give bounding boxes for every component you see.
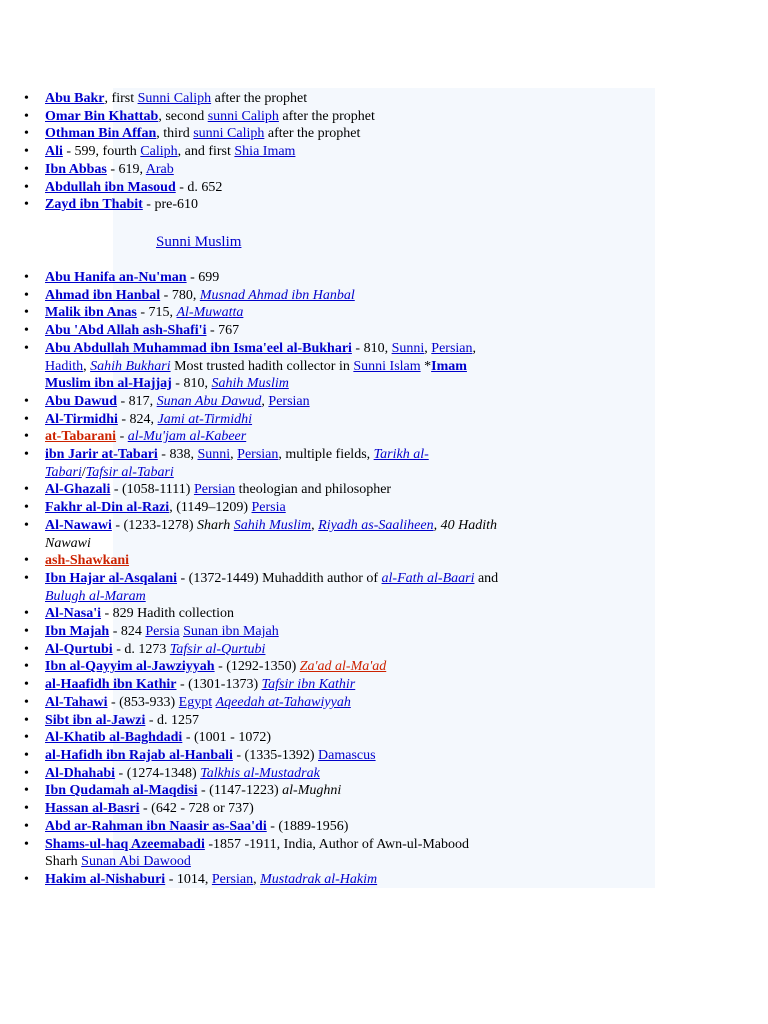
- bullet-icon: •: [24, 91, 29, 106]
- list-item: [0, 782, 500, 800]
- item-text: - d. 1257: [145, 712, 200, 728]
- list-item: [0, 143, 500, 161]
- bullet-icon: •: [24, 429, 29, 445]
- item-text: , 40 Hadith Nawawi: [45, 517, 498, 551]
- item-text: ,: [230, 447, 238, 463]
- item-text: - (642 - 728 or 737): [139, 801, 254, 817]
- item-text: - (1058-1111): [110, 482, 194, 498]
- list-item: [0, 570, 500, 605]
- topic-link[interactable]: Shia Imam: [234, 144, 296, 160]
- bullet-icon: •: [24, 447, 29, 463]
- item-text: , multiple fields,: [278, 447, 374, 463]
- bullet-icon: •: [24, 323, 29, 339]
- topic-link[interactable]: Persian: [193, 482, 236, 498]
- bullet-icon: •: [24, 144, 29, 160]
- list-item: [0, 108, 500, 126]
- topic-link[interactable]: Persian: [431, 340, 473, 356]
- person-link[interactable]: al-Haafidh ibn Kathir: [45, 677, 177, 693]
- person-link[interactable]: Abu Hanifa an-Nu'man: [45, 270, 187, 285]
- list-item: [0, 446, 500, 481]
- person-link[interactable]: Ibn Majah: [45, 624, 110, 640]
- person-link[interactable]: Fakhr al-Din al-Razi: [45, 500, 170, 516]
- item-text: Sharh: [197, 517, 234, 533]
- topic-link[interactable]: Persian: [237, 447, 279, 463]
- work-link[interactable]: Bulugh al-Maram: [45, 588, 146, 604]
- person-link[interactable]: Al-Ghazali: [45, 482, 111, 498]
- item-text: , first: [104, 91, 138, 106]
- item-text: al-Mughni: [282, 783, 342, 799]
- topic-link[interactable]: sunni Caliph: [207, 108, 279, 124]
- list-item: [0, 747, 500, 765]
- person-link[interactable]: Imam Muslim ibn al-Hajjaj: [45, 358, 467, 392]
- person-link[interactable]: Ibn Hajar al-Asqalani: [45, 570, 177, 586]
- item-text: after the prophet: [278, 108, 375, 124]
- person-link[interactable]: al-Hafidh ibn Rajab al-Hanbali: [45, 747, 233, 763]
- item-text: - 599, fourth: [62, 144, 141, 160]
- scholars-list: [0, 269, 500, 889]
- bullet-icon: •: [24, 694, 29, 710]
- topic-link[interactable]: Persia: [145, 624, 180, 640]
- bullet-icon: •: [24, 659, 29, 675]
- item-text: ,: [472, 340, 476, 356]
- item-text: - 838,: [157, 447, 198, 463]
- person-link[interactable]: ibn Jarir at-Tabari: [45, 447, 158, 463]
- person-link[interactable]: Al-Tirmidhi: [45, 411, 118, 427]
- bullet-icon: •: [24, 730, 29, 746]
- item-text: - 1014,: [165, 871, 212, 887]
- work-link[interactable]: al-Fath al-Baari: [381, 570, 475, 586]
- bullet-icon: •: [24, 305, 29, 321]
- topic-link[interactable]: Sunni: [197, 447, 231, 463]
- bullet-icon: •: [24, 270, 29, 285]
- list-item: [0, 694, 500, 712]
- bullet-icon: •: [24, 677, 29, 693]
- work-link[interactable]: Tafsir ibn Kathir: [261, 677, 356, 693]
- list-item: [0, 304, 500, 322]
- work-link[interactable]: Riyadh as-Saaliheen: [318, 517, 434, 533]
- work-link-missing[interactable]: Za'ad al-Ma'ad: [299, 659, 387, 675]
- person-link[interactable]: Abu Dawud: [45, 393, 117, 409]
- work-link[interactable]: Al-Muwatta: [176, 305, 244, 321]
- person-link[interactable]: Shams-ul-haq Azeemabadi: [45, 836, 205, 852]
- topic-link[interactable]: Sunan ibn Majah: [183, 624, 279, 640]
- person-link[interactable]: Abd ar-Rahman ibn Naasir as-Saa'di: [45, 818, 267, 834]
- item-text: ,: [83, 358, 91, 374]
- list-item: [0, 552, 500, 570]
- bullet-icon: •: [24, 179, 29, 195]
- topic-link[interactable]: Persian: [211, 871, 254, 887]
- list-item: [0, 658, 500, 676]
- person-link[interactable]: Al-Nasa'i: [45, 606, 101, 622]
- bullet-icon: •: [24, 553, 29, 569]
- bullet-icon: •: [24, 783, 29, 799]
- topic-link[interactable]: Sunni Caliph: [137, 91, 212, 106]
- work-link[interactable]: Tafsir al-Qurtubi: [169, 641, 266, 657]
- bullet-icon: •: [24, 517, 29, 533]
- item-text: - (1001 - 1072): [182, 730, 271, 746]
- bullet-icon: •: [24, 818, 29, 834]
- work-link[interactable]: Tarikh al-Tabari: [45, 447, 429, 480]
- section-heading-sunni-muslim[interactable]: Sunni Muslim: [156, 234, 242, 250]
- item-text: - 767: [206, 323, 240, 339]
- item-text: - (1335-1392): [232, 747, 319, 763]
- item-text: - d. 1273: [112, 641, 170, 657]
- list-item: [0, 729, 500, 747]
- list-item: [0, 481, 500, 499]
- list-item: [0, 676, 500, 694]
- item-text: after the prophet: [211, 91, 308, 106]
- person-link[interactable]: Omar Bin Khattab: [45, 108, 159, 124]
- topic-link[interactable]: Arab: [145, 161, 174, 177]
- topic-link[interactable]: Persia: [251, 500, 286, 516]
- item-text: Most trusted hadith collector in: [170, 358, 354, 374]
- list-item: [0, 161, 500, 179]
- bullet-icon: •: [24, 393, 29, 409]
- item-text: - (1274-1348): [115, 765, 201, 781]
- item-text: -: [116, 429, 128, 445]
- bullet-icon: •: [24, 801, 29, 817]
- item-text: ,: [311, 517, 319, 533]
- work-link[interactable]: Musnad Ahmad ibn Hanbal: [199, 287, 355, 303]
- item-text: - 824,: [117, 411, 158, 427]
- person-link[interactable]: Al-Tahawi: [45, 694, 108, 710]
- item-text: - 824: [109, 624, 146, 640]
- list-item: [0, 90, 500, 108]
- item-text: - 829 Hadith collection: [101, 606, 234, 622]
- list-item: [0, 287, 500, 305]
- list-item: [0, 712, 500, 730]
- work-link[interactable]: Sunan Abu Dawud: [156, 393, 262, 409]
- person-link[interactable]: Abu Abdullah Muhammad ibn Isma'eel al-Bukhari: [45, 340, 352, 356]
- item-text: after the prophet: [264, 126, 361, 142]
- topic-link[interactable]: Damascus: [318, 747, 376, 763]
- item-text: - (1372-1449) Muhaddith author of: [177, 570, 382, 586]
- list-item: [0, 196, 500, 214]
- list-item: [0, 871, 500, 889]
- work-link[interactable]: Talkhis al-Mustadrak: [200, 765, 320, 781]
- person-link[interactable]: Ali: [45, 144, 63, 160]
- list-item: [0, 411, 500, 429]
- work-link[interactable]: Sahih Muslim: [211, 376, 289, 392]
- item-text: - (1889-1956): [266, 818, 349, 834]
- list-item: [0, 499, 500, 517]
- item-text: - 780,: [160, 287, 200, 303]
- item-text: *: [420, 358, 432, 374]
- list-item: [0, 428, 500, 446]
- item-text: , and first: [177, 144, 235, 160]
- list-item: [0, 179, 500, 197]
- topic-link[interactable]: Persian: [268, 393, 310, 409]
- bullet-icon: •: [24, 108, 29, 124]
- list-item: [0, 818, 500, 836]
- item-text: , (1149–1209): [169, 500, 252, 516]
- item-text: /: [81, 464, 86, 480]
- topic-link[interactable]: sunni Caliph: [193, 126, 265, 142]
- bullet-icon: •: [24, 624, 29, 640]
- person-link[interactable]: Ibn Abbas: [45, 161, 107, 177]
- item-text: - pre-610: [142, 197, 198, 213]
- bullet-icon: •: [24, 126, 29, 142]
- item-text: - (1301-1373): [176, 677, 262, 693]
- bullet-icon: •: [24, 161, 29, 177]
- item-text: - d. 652: [175, 179, 223, 195]
- work-link[interactable]: Aqeedah at-Tahawiyyah: [215, 694, 351, 710]
- list-item: [0, 269, 500, 287]
- topic-link[interactable]: Egypt: [178, 694, 213, 710]
- item-text: and: [474, 570, 499, 586]
- list-item: [0, 623, 500, 641]
- person-link[interactable]: Zayd ibn Thabit: [45, 197, 143, 213]
- item-text: - (1147-1223): [197, 783, 283, 799]
- person-link[interactable]: Abdullah ibn Masoud: [45, 179, 176, 195]
- bullet-icon: •: [24, 570, 29, 586]
- list-item: [0, 517, 500, 552]
- work-link[interactable]: Sahih Muslim: [233, 517, 312, 533]
- item-text: - (853-933): [107, 694, 179, 710]
- bullet-icon: •: [24, 197, 29, 213]
- list-item: [0, 836, 500, 871]
- list-item: [0, 605, 500, 623]
- person-link[interactable]: Al-Nawawi: [45, 517, 112, 533]
- bullet-icon: •: [24, 606, 29, 622]
- item-text: - (1233-1278): [111, 517, 198, 533]
- topic-link[interactable]: Sunan Abi Dawood: [81, 854, 191, 870]
- bullet-icon: •: [24, 712, 29, 728]
- list-item: [0, 125, 500, 143]
- item-text: ,: [261, 393, 269, 409]
- bullet-icon: •: [24, 765, 29, 781]
- list-item: [0, 393, 500, 411]
- topic-link[interactable]: Hadith: [45, 358, 84, 374]
- bullet-icon: •: [24, 340, 29, 356]
- person-link[interactable]: Al-Qurtubi: [45, 641, 113, 657]
- person-link[interactable]: Othman Bin Affan: [45, 126, 157, 142]
- person-link[interactable]: Ahmad ibn Hanbal: [45, 287, 161, 303]
- list-item: [0, 322, 500, 340]
- item-text: , third: [156, 126, 194, 142]
- topic-link[interactable]: Sunni Islam: [353, 358, 421, 374]
- list-item: [0, 641, 500, 659]
- item-text: - 699: [186, 270, 220, 285]
- topic-link[interactable]: Sunni: [391, 340, 425, 356]
- person-link[interactable]: Sibt ibn al-Jawzi: [45, 712, 146, 728]
- person-link[interactable]: Hakim al-Nishaburi: [45, 871, 166, 887]
- item-text: - 810,: [351, 340, 392, 356]
- person-link[interactable]: Al-Khatib al-Baghdadi: [45, 730, 183, 746]
- list-item: [0, 800, 500, 818]
- person-link[interactable]: Al-Dhahabi: [45, 765, 116, 781]
- item-text: , second: [158, 108, 208, 124]
- list-item: [0, 340, 500, 393]
- item-text: ,: [253, 871, 261, 887]
- bullet-icon: •: [24, 287, 29, 303]
- bullet-icon: •: [24, 871, 29, 887]
- item-text: ,: [424, 340, 432, 356]
- topic-link[interactable]: Caliph: [140, 144, 178, 160]
- bullet-icon: •: [24, 747, 29, 763]
- bullet-icon: •: [24, 836, 29, 852]
- work-link[interactable]: Sahih Bukhari: [90, 358, 171, 374]
- person-link[interactable]: Malik ibn Anas: [45, 305, 137, 321]
- work-link[interactable]: al-Mu'jam al-Kabeer: [127, 429, 247, 445]
- work-link[interactable]: Jami at-Tirmidhi: [157, 411, 253, 427]
- bullet-icon: •: [24, 482, 29, 498]
- item-text: - 715,: [136, 305, 177, 321]
- person-link[interactable]: Ibn Qudamah al-Maqdisi: [45, 783, 198, 799]
- person-link-missing[interactable]: ash-Shawkani: [45, 553, 130, 569]
- bullet-icon: •: [24, 500, 29, 516]
- item-text: -1857 -1911, India, Author of Awn-ul-Mabood Sharh: [45, 836, 470, 870]
- item-text: - 817,: [116, 393, 157, 409]
- item-text: - 810,: [171, 376, 212, 392]
- item-text: - (1292-1350): [214, 659, 300, 675]
- item-text: theologian and philosopher: [235, 482, 392, 498]
- work-link[interactable]: Tafsir al-Tabari: [85, 464, 174, 480]
- list-item: [0, 765, 500, 783]
- companions-list: [0, 90, 500, 214]
- person-link-missing[interactable]: at-Tabarani: [45, 429, 117, 445]
- item-text: - 619,: [106, 161, 146, 177]
- person-link[interactable]: Abu Bakr: [45, 91, 105, 106]
- person-link[interactable]: Abu 'Abd Allah ash-Shafi'i: [45, 323, 207, 339]
- work-link[interactable]: Mustadrak al-Hakim: [260, 871, 378, 887]
- person-link[interactable]: Hassan al-Basri: [45, 801, 140, 817]
- person-link[interactable]: Ibn al-Qayyim al-Jawziyyah: [45, 659, 215, 675]
- bullet-icon: •: [24, 411, 29, 427]
- bullet-icon: •: [24, 641, 29, 657]
